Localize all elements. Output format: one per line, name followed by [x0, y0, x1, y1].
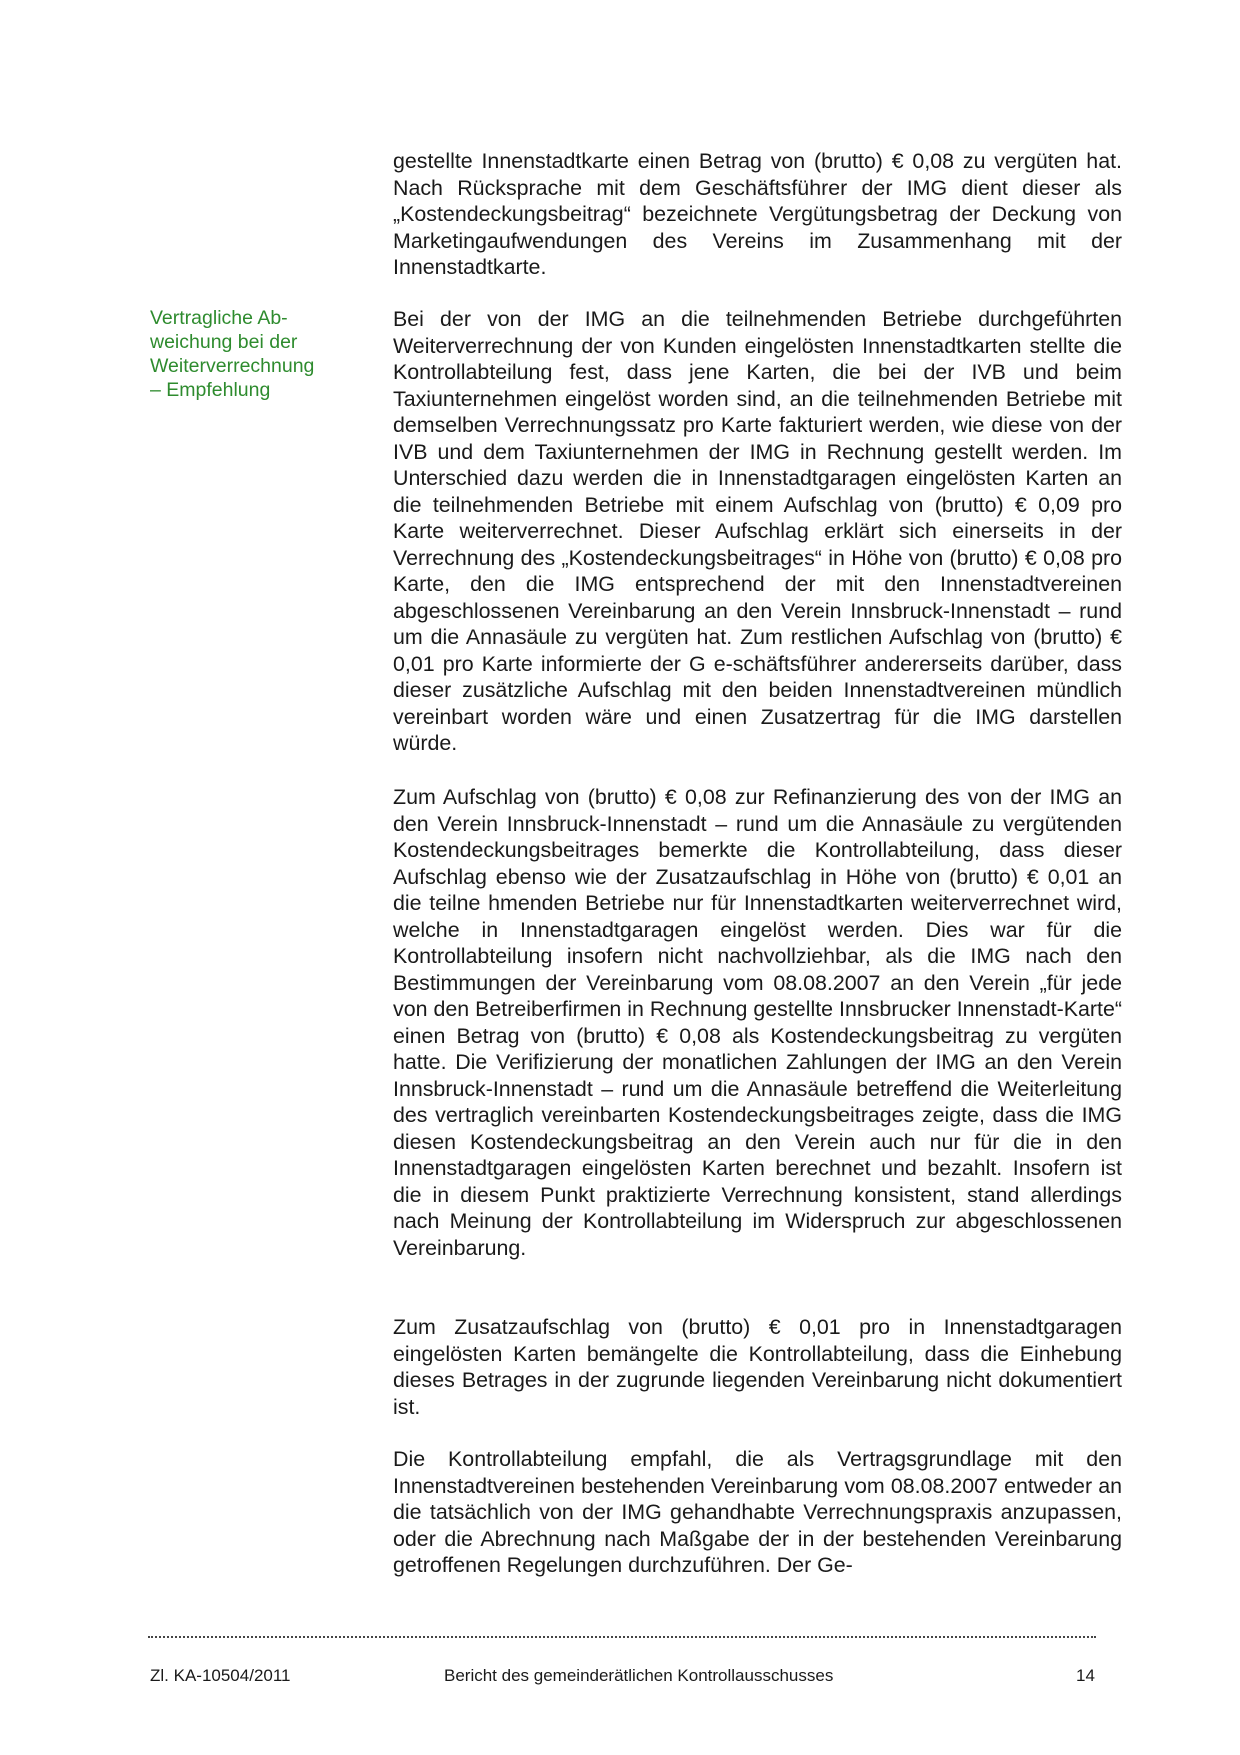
margin-note-line: Vertragliche Ab-	[150, 307, 288, 329]
margin-note-line: weichung bei der	[150, 331, 298, 353]
margin-note-line: – Empfehlung	[150, 379, 271, 401]
margin-note-line: Weiterverrechnung	[150, 355, 315, 377]
body-paragraph: Bei der von der IMG an die teilnehmenden Betriebe durchgeführten Weiterverrechnung der von Kunden eingelösten Innenstadtkarten stellte die Kontrollabteilung fest, dass jene Karten, die bei der IVB und beim Taxiunternehmen eingelöst worden sind, an die teilnehmenden Betriebe mit demselben Verrechnungssatz pro Karte fakturiert werden, wie diese von der IVB und dem Taxiunternehmen der IMG in Rechnung gestellt werden. Im Unterschied dazu werden die in Innenstadtgaragen eingelösten Karten an die teilnehmenden Betriebe mit einem Aufschlag von (brutto) € 0,09 pro Karte weiterverrechnet. Dieser Aufschlag erklärt sich einerseits in der Verrechnung des „Kostendeckungsbeitrages“ in Höhe von (brutto) € 0,08 pro Karte, den die IMG entsprechend der mit den Innenstadtvereinen abgeschlossenen Vereinbarung an den Verein Innsbruck-Innenstadt – rund um die Annasäule zu vergüten hat. Zum restlichen Aufschlag von (brutto) € 0,01 pro Karte informierte der G e-schäftsführer andererseits darüber, dass dieser zusätzliche Aufschlag mit den beiden Innenstadtvereinen mündlich vereinbart worden wäre und einen Zusatzertrag für die IMG darstellen würde.	[393, 307, 1122, 755]
body-paragraph: Die Kontrollabteilung empfahl, die als Vertragsgrundlage mit den Innenstadtvereinen bestehenden Vereinbarung vom 08.08.2007 entweder an die tatsächlich von der IMG gehandhabte Verrechnungspraxis anzupassen, oder die Abrechnung nach Maßgabe der in der bestehenden Vereinbarung getroffenen Regelungen durchzuführen. Der Ge-	[393, 1447, 1122, 1577]
body-paragraph: Zum Zusatzaufschlag von (brutto) € 0,01 pro in Innenstadtgaragen eingelösten Karten bemängelte die Kontrollabteilung, dass die Einhebung dieses Betrages in der zugrunde liegenden Vereinbarung nicht dokumentiert ist.	[393, 1315, 1122, 1419]
body-paragraph: Zum Aufschlag von (brutto) € 0,08 zur Refinanzierung des von der IMG an den Verein Innsbruck-Innenstadt – rund um die Annasäule zu vergütenden Kostendeckungsbeitrages bemerkte die Kontrollabteilung, dass dieser Aufschlag ebenso wie der Zusatzaufschlag in Höhe von (brutto) € 0,01 an die teilne hmenden Betriebe nur für Innenstadtkarten weiterverrechnet wird, welche in Innenstadtgaragen eingelöst werden. Dies war für die Kontrollabteilung insofern nicht nachvollziehbar, als die IMG nach den Bestimmungen der Vereinbarung vom 08.08.2007 an den Verein „für jede von den Betreiberfirmen in Rechnung gestellte Innsbrucker Innenstadt-Karte“ einen Betrag von (brutto) € 0,08 als Kostendeckungsbeitrag zu vergüten hatte. Die Verifizierung der monatlichen Zahlungen der IMG an den Verein Innsbruck-Innenstadt – rund um die Annasäule betreffend die Weiterleitung des vertraglich vereinbarten Kostendeckungsbeitrages zeigte, dass die IMG diesen Kostendeckungsbeitrag an den Verein auch nur für die in den Innenstadtgaragen eingelösten Karten berechnet und bezahlt. Insofern ist die in diesem Punkt praktizierte Verrechnung konsistent, stand allerdings nach Meinung der Kontrollabteilung im Widerspruch zur abgeschlossenen Vereinbarung.	[393, 785, 1122, 1260]
page-number: 14	[1076, 1666, 1095, 1685]
margin-note	[150, 306, 340, 402]
footer-divider	[148, 1636, 1096, 1638]
report-title: Bericht des gemeinderätlichen Kontrollausschusses	[444, 1666, 834, 1685]
document-reference: Zl. KA-10504/2011	[150, 1666, 291, 1685]
body-paragraph: gestellte Innenstadtkarte einen Betrag von (brutto) € 0,08 zu vergüten hat. Nach Rücksprache mit dem Geschäftsführer der IMG dient dieser als „Kostendeckungsbeitrag“ bezeichnete Vergütungsbetrag der Deckung von Marketingaufwendungen des Vereins im Zusammenhang mit der Innenstadtkarte.	[393, 149, 1122, 279]
